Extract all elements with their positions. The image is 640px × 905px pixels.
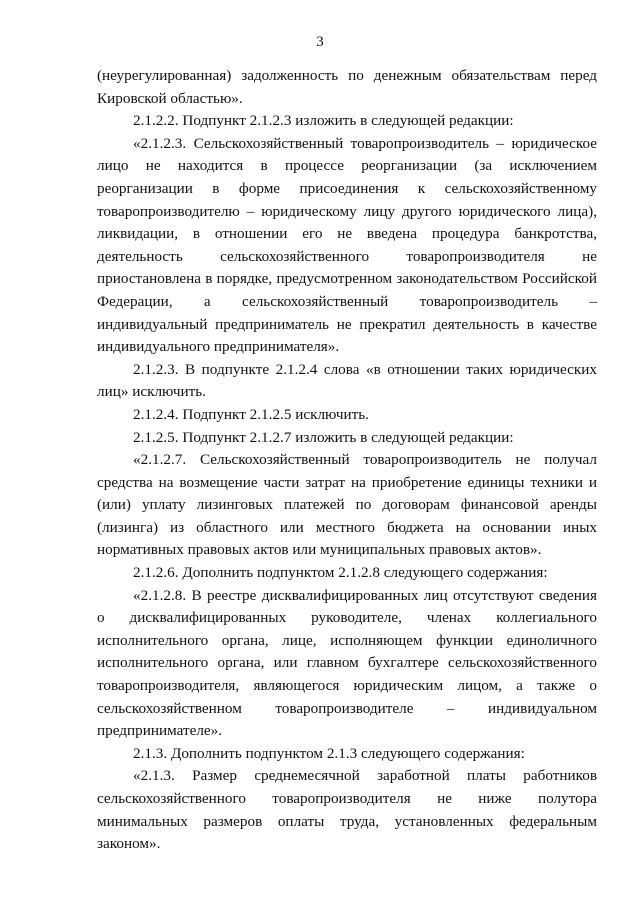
paragraph-2-1-2-4: 2.1.2.4. Подпункт 2.1.2.5 исключить. — [133, 405, 369, 423]
paragraph-2-1-2-6: 2.1.2.6. Дополнить подпунктом 2.1.2.8 следующего содержания: — [133, 564, 548, 582]
paragraph-2-1-2-5: 2.1.2.5. Подпункт 2.1.2.7 изложить в следующей редакции: — [133, 428, 514, 446]
document-body — [97, 65, 597, 856]
paragraph-quote-2-1-3: «2.1.3. Размер среднемесячной заработной платы работников сельскохозяйственного товаропроизводителя не ниже полутора минимальных размеров оплаты труда, установленных федеральным законом». — [97, 767, 597, 853]
paragraph-quote-2-1-2-3: «2.1.2.3. Сельскохозяйственный товаропроизводитель – юридическое лицо не находится в процессе реорганизации (за исключением реорганизации в форме присоединения к сельскохозяйственному товаропроизводителю – юридическому лицу другого юридического лица), ликвидации, в отношении его не введена процедура банкротства, деятельность сельскохозяйственного товаропроизводителя не приостановлена в порядке, предусмотренном законодательством Российской Федерации, а сельскохозяйственный товаропроизводитель – индивидуальный предприниматель не прекратил деятельность в качестве индивидуального предпринимателя». — [97, 134, 597, 356]
paragraph-2-1-3: 2.1.3. Дополнить подпунктом 2.1.3 следующего содержания: — [133, 744, 525, 762]
paragraph-2-1-2-2: 2.1.2.2. Подпункт 2.1.2.3 изложить в следующей редакции: — [133, 112, 514, 130]
paragraph-continuation: (неурегулированная) задолженность по денежным обязательствам перед Кировской областью». — [97, 67, 597, 107]
paragraph-quote-2-1-2-8: «2.1.2.8. В реестре дисквалифицированных лиц отсутствуют сведения о дисквалифицированных руководителе, членах коллегиального исполнительного органа, лице, исполняющем функции единоличного исполнительного органа, или главном бухгалтере сельскохозяйственного товаропроизводителя, являющегося юридическим лицом, а также о сельскохозяйственном товаропроизводителе – индивидуальном предпринимателе». — [97, 586, 597, 740]
paragraph-quote-2-1-2-7: «2.1.2.7. Сельскохозяйственный товаропроизводитель не получал средства на возмещение части затрат на приобретение единицы техники и (или) уплату лизинговых платежей по договорам финансовой аренды (лизинга) из областного или местного бюджета на основании иных нормативных правовых актов или муниципальных правовых актов». — [97, 451, 597, 559]
paragraph-2-1-2-3: 2.1.2.3. В подпункте 2.1.2.4 слова «в отношении таких юридических лиц» исключить. — [97, 360, 597, 401]
page-number: 3 — [316, 34, 324, 50]
